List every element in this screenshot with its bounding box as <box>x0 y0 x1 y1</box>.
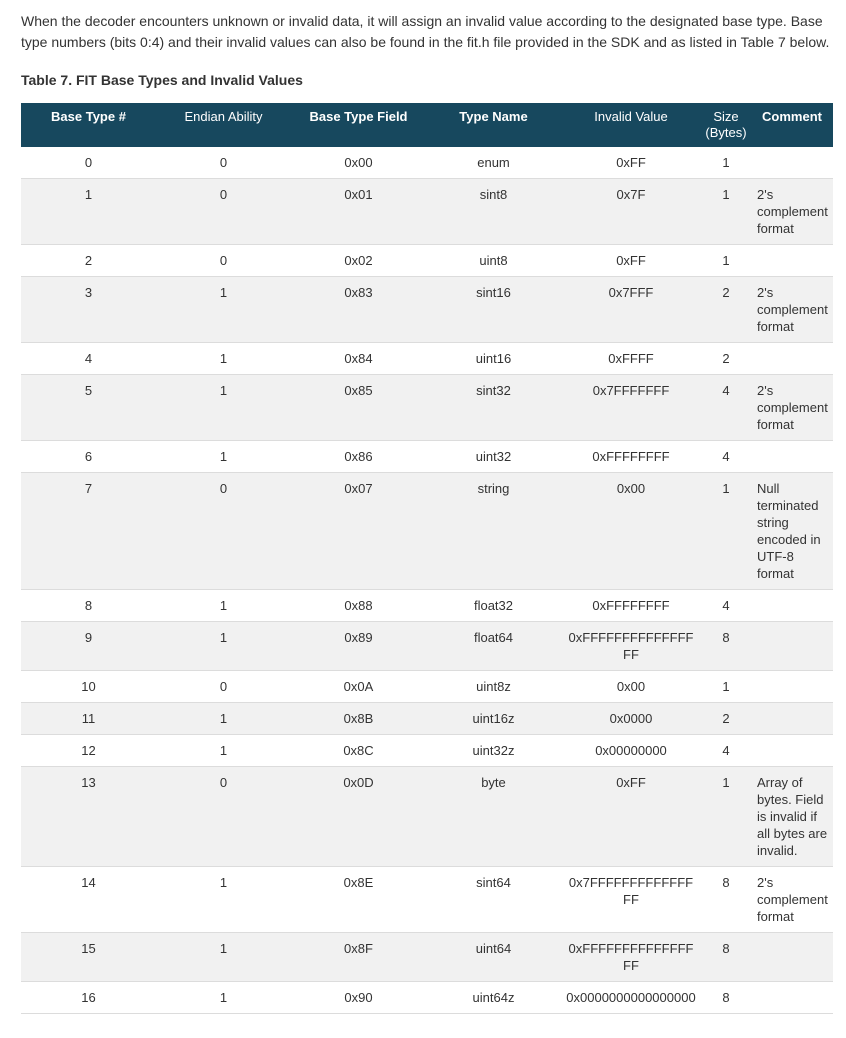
cell-invalid-value: 0xFFFF <box>561 343 701 375</box>
column-header-size-bytes: Size (Bytes) <box>701 103 751 147</box>
cell-endian-ability: 0 <box>156 245 291 277</box>
table-row <box>21 867 833 933</box>
cell-type-name: byte <box>426 767 561 867</box>
cell-endian-ability: 1 <box>156 867 291 933</box>
cell-type-name: uint32z <box>426 735 561 767</box>
cell-endian-ability: 1 <box>156 590 291 622</box>
column-header-invalid-value: Invalid Value <box>561 103 701 147</box>
cell-type-name: uint8 <box>426 245 561 277</box>
cell-comment: 2's complement format <box>751 375 833 441</box>
cell-endian-ability: 1 <box>156 441 291 473</box>
table-row <box>21 343 833 375</box>
cell-base-type: 11 <box>21 703 156 735</box>
cell-invalid-value: 0x7FFF <box>561 277 701 343</box>
cell-base-type-field: 0x83 <box>291 277 426 343</box>
cell-base-type: 9 <box>21 622 156 671</box>
fit-base-types-table <box>21 103 833 1014</box>
cell-invalid-value: 0xFFFFFFFF <box>561 590 701 622</box>
cell-base-type-field: 0x8E <box>291 867 426 933</box>
table-row <box>21 590 833 622</box>
cell-type-name: enum <box>477 155 510 170</box>
cell-invalid-value: 0xFF <box>561 767 701 867</box>
cell-comment: 2's complement format <box>751 867 833 933</box>
cell-size: 4 <box>701 590 751 622</box>
cell-type-name: uint8z <box>426 671 561 703</box>
table-row <box>21 245 833 277</box>
cell-size: 1 <box>701 671 751 703</box>
cell-endian-ability: 1 <box>156 277 291 343</box>
column-header-type-name: Type Name <box>426 103 561 147</box>
cell-size: 1 <box>701 179 751 245</box>
cell-base-type-field: 0x01 <box>291 179 426 245</box>
table-header-row <box>21 103 833 147</box>
cell-base-type-field: 0x8B <box>291 703 426 735</box>
column-header-base-type: Base Type # <box>21 103 156 147</box>
cell-comment <box>751 590 833 622</box>
cell-type-name: uint64 <box>426 933 561 982</box>
cell-base-type-field: 0x02 <box>291 245 426 277</box>
cell-size: 4 <box>701 375 751 441</box>
cell-type-name: uint32 <box>426 441 561 473</box>
cell-endian-ability: 0 <box>219 155 228 170</box>
cell-invalid-value: 0xFFFFFFFFFFFFFFFF <box>561 933 701 982</box>
cell-base-type: 3 <box>21 277 156 343</box>
cell-endian-ability: 1 <box>156 933 291 982</box>
cell-endian-ability: 1 <box>156 703 291 735</box>
cell-comment <box>751 703 833 735</box>
cell-size: 8 <box>701 982 751 1014</box>
column-header-comment: Comment <box>751 103 833 147</box>
cell-invalid-value: 0x7F <box>561 179 701 245</box>
cell-type-name: sint64 <box>426 867 561 933</box>
table-row <box>21 441 833 473</box>
table-title: Table 7. FIT Base Types and Invalid Values <box>21 72 303 88</box>
cell-base-type-field: 0x00 <box>344 155 373 170</box>
cell-invalid-value: 0xFFFFFFFF <box>561 441 701 473</box>
cell-size: 8 <box>701 933 751 982</box>
cell-comment <box>751 933 833 982</box>
intro-paragraph: When the decoder encounters unknown or invalid data, it will assign an invalid value according to the designated base type. Base type numbers (bits 0:4) and their invalid values can also be found in the fit.h file provided in the SDK and as listed in Table 7 below. <box>21 13 830 50</box>
cell-endian-ability: 0 <box>156 767 291 867</box>
cell-type-name: sint16 <box>426 277 561 343</box>
cell-type-name: string <box>426 473 561 590</box>
cell-comment: 2's complement format <box>751 277 833 343</box>
cell-base-type: 13 <box>21 767 156 867</box>
cell-comment <box>751 147 833 179</box>
table-row <box>21 933 833 982</box>
cell-endian-ability: 0 <box>156 473 291 590</box>
cell-size: 1 <box>701 473 751 590</box>
table-body <box>21 147 833 1014</box>
cell-comment <box>751 441 833 473</box>
cell-base-type: 15 <box>21 933 156 982</box>
cell-base-type: 16 <box>21 982 156 1014</box>
table-row <box>21 375 833 441</box>
cell-comment: 2's complement format <box>751 179 833 245</box>
cell-base-type: 7 <box>21 473 156 590</box>
cell-endian-ability: 1 <box>156 375 291 441</box>
cell-size: 2 <box>701 343 751 375</box>
cell-type-name: sint32 <box>426 375 561 441</box>
cell-type-name: uint16z <box>426 703 561 735</box>
cell-base-type: 0 <box>84 155 93 170</box>
table-row <box>21 147 833 179</box>
column-header-endian-ability: Endian Ability <box>156 103 291 147</box>
cell-base-type-field: 0x86 <box>291 441 426 473</box>
cell-endian-ability: 1 <box>156 343 291 375</box>
cell-base-type-field: 0x88 <box>291 590 426 622</box>
table-row <box>21 767 833 867</box>
cell-endian-ability: 1 <box>156 982 291 1014</box>
cell-base-type-field: 0x8F <box>291 933 426 982</box>
cell-comment <box>751 671 833 703</box>
cell-size: 8 <box>701 622 751 671</box>
table-row <box>21 473 833 590</box>
cell-base-type: 2 <box>21 245 156 277</box>
cell-base-type-field: 0x85 <box>291 375 426 441</box>
cell-endian-ability: 0 <box>156 671 291 703</box>
cell-comment <box>751 735 833 767</box>
cell-base-type: 1 <box>21 179 156 245</box>
cell-invalid-value: 0xFF <box>616 155 646 170</box>
cell-endian-ability: 1 <box>156 622 291 671</box>
cell-comment <box>751 343 833 375</box>
cell-size: 4 <box>701 735 751 767</box>
cell-base-type: 10 <box>21 671 156 703</box>
cell-base-type: 4 <box>21 343 156 375</box>
cell-base-type-field: 0x0A <box>291 671 426 703</box>
cell-type-name: uint64z <box>426 982 561 1014</box>
table-row <box>21 982 833 1014</box>
cell-base-type-field: 0x89 <box>291 622 426 671</box>
cell-invalid-value: 0x7FFFFFFFFFFFFFFF <box>561 867 701 933</box>
column-header-base-type-field: Base Type Field <box>291 103 426 147</box>
cell-comment <box>751 245 833 277</box>
cell-base-type-field: 0x84 <box>291 343 426 375</box>
cell-invalid-value: 0x0000000000000000 <box>561 982 701 1014</box>
cell-size: 2 <box>701 277 751 343</box>
cell-size: 1 <box>701 767 751 867</box>
cell-size: 8 <box>701 867 751 933</box>
cell-base-type-field: 0x07 <box>291 473 426 590</box>
cell-invalid-value: 0x7FFFFFFF <box>561 375 701 441</box>
cell-base-type: 8 <box>21 590 156 622</box>
cell-size: 1 <box>722 155 730 170</box>
cell-base-type: 5 <box>21 375 156 441</box>
cell-size: 4 <box>701 441 751 473</box>
table-row <box>21 703 833 735</box>
cell-comment <box>751 982 833 1014</box>
table-row <box>21 735 833 767</box>
cell-comment: Null terminated string encoded in UTF-8 format <box>751 473 833 590</box>
cell-base-type-field: 0x0D <box>291 767 426 867</box>
cell-comment: Array of bytes. Field is invalid if all bytes are invalid. <box>751 767 833 867</box>
cell-invalid-value: 0x00 <box>561 473 701 590</box>
cell-type-name: uint16 <box>426 343 561 375</box>
cell-invalid-value: 0xFFFFFFFFFFFFFFFF <box>561 622 701 671</box>
cell-invalid-value: 0x00000000 <box>561 735 701 767</box>
table-row <box>21 179 833 245</box>
cell-invalid-value: 0xFF <box>561 245 701 277</box>
cell-endian-ability: 0 <box>156 179 291 245</box>
cell-base-type-field: 0x90 <box>291 982 426 1014</box>
cell-type-name: float64 <box>426 622 561 671</box>
table-row <box>21 622 833 671</box>
cell-invalid-value: 0x00 <box>561 671 701 703</box>
table-row <box>21 277 833 343</box>
cell-base-type: 12 <box>21 735 156 767</box>
cell-base-type: 14 <box>21 867 156 933</box>
cell-size: 2 <box>701 703 751 735</box>
cell-comment <box>751 622 833 671</box>
table-row <box>21 671 833 703</box>
cell-type-name: sint8 <box>426 179 561 245</box>
cell-size: 1 <box>701 245 751 277</box>
cell-base-type: 6 <box>21 441 156 473</box>
cell-base-type-field: 0x8C <box>291 735 426 767</box>
cell-endian-ability: 1 <box>156 735 291 767</box>
cell-invalid-value: 0x0000 <box>561 703 701 735</box>
cell-type-name: float32 <box>426 590 561 622</box>
